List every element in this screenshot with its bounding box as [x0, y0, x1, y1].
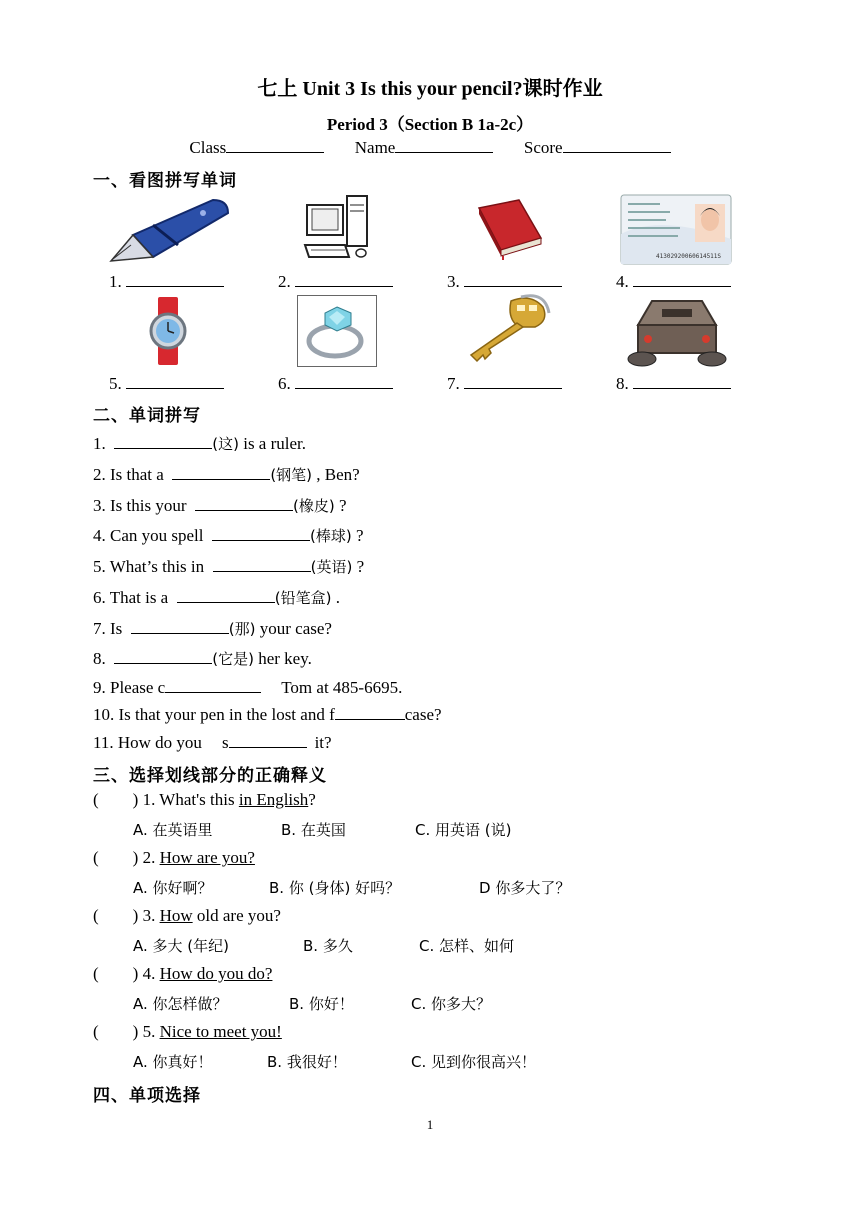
spelling-item-5: 5. What’s this in (英语) ? [93, 557, 365, 576]
spelling-blank[interactable] [165, 678, 261, 693]
picture-label-2: 2. [278, 272, 393, 292]
meaning-question-4: ( ) 4. How do you do? [93, 964, 273, 983]
spelling-blank[interactable] [131, 619, 229, 634]
answer-blank-7[interactable] [464, 374, 562, 389]
spelling-blank[interactable] [213, 557, 311, 572]
spelling-blank[interactable] [195, 496, 293, 511]
picture-label-5: 5. [109, 374, 224, 394]
game-console-image [626, 295, 728, 367]
spelling-item-3: 3. Is this your (橡皮) ? [93, 496, 347, 515]
answer-blank-2[interactable] [295, 272, 393, 287]
id-card-image [620, 194, 732, 265]
picture-label-6: 6. [278, 374, 393, 394]
meaning-options-1: A. 在英语里 B. 在英国 C. 用英语 (说) [133, 821, 512, 839]
page-number: 1 [426, 1117, 434, 1132]
answer-paren[interactable]: ( ) [93, 848, 139, 867]
id-card-number: 41302920060614511S [656, 253, 722, 260]
section-3-heading: 三、选择划线部分的正确释义 [93, 766, 327, 786]
spelling-blank[interactable] [114, 434, 212, 449]
section-4-heading: 四、单项选择 [93, 1086, 201, 1106]
page-subtitle: Period 3（Section B 1a-2c） [326, 115, 534, 134]
spelling-blank[interactable] [212, 526, 310, 541]
picture-label-7: 7. [447, 374, 562, 394]
class-blank[interactable] [226, 138, 324, 153]
answer-blank-3[interactable] [464, 272, 562, 287]
answer-blank-5[interactable] [126, 374, 224, 389]
spelling-item-8: 8. (它是) her key. [93, 649, 312, 668]
computer-image [303, 193, 373, 263]
score-blank[interactable] [563, 138, 671, 153]
spelling-item-11: 11. How do you s it? [93, 733, 332, 752]
spelling-item-9: 9. Please c Tom at 485-6695. [93, 678, 403, 697]
answer-blank-6[interactable] [295, 374, 393, 389]
spelling-item-6: 6. That is a (铅笔盒) . [93, 588, 340, 607]
meaning-question-2: ( ) 2. How are you? [93, 848, 255, 867]
spelling-item-4: 4. Can you spell (棒球) ? [93, 526, 364, 545]
meaning-options-2: A. 你好啊？ B. 你 (身体) 好吗？ D 你多大了？ [133, 879, 571, 897]
picture-label-8: 8. [616, 374, 731, 394]
answer-blank-4[interactable] [633, 272, 731, 287]
meaning-options-3: A. 多大 (年纪) B. 多久 C. 怎样、如何 [133, 937, 515, 955]
section-1-heading: 一、看图拼写单词 [93, 171, 237, 191]
name-label: Name [354, 138, 396, 157]
class-label: Class [189, 138, 227, 157]
spelling-blank[interactable] [229, 733, 307, 748]
fountain-pen-image [103, 195, 233, 265]
spelling-blank[interactable] [172, 465, 270, 480]
section-2-heading: 二、单词拼写 [93, 406, 201, 426]
answer-blank-1[interactable] [126, 272, 224, 287]
spelling-blank[interactable] [177, 588, 275, 603]
spelling-blank[interactable] [114, 649, 212, 664]
answer-blank-8[interactable] [633, 374, 731, 389]
ring-image [297, 295, 377, 367]
answer-paren[interactable]: ( ) [93, 906, 139, 925]
meaning-question-1: ( ) 1. What's this in English? [93, 790, 316, 809]
picture-label-1: 1. [109, 272, 224, 292]
spelling-blank[interactable] [335, 705, 405, 720]
meaning-options-4: A. 你怎样做？ B. 你好！ C. 你多大？ [133, 995, 492, 1013]
name-blank[interactable] [395, 138, 493, 153]
watch-image [143, 295, 193, 367]
page-title: 七上 Unit 3 Is this your pencil?课时作业 [257, 78, 603, 100]
spelling-item-10: 10. Is that your pen in the lost and f case? [93, 705, 442, 724]
answer-paren[interactable]: ( ) [93, 964, 139, 983]
spelling-item-7: 7. Is (那) your case? [93, 619, 332, 638]
meaning-question-3: ( ) 3. How old are you? [93, 906, 281, 925]
answer-paren[interactable]: ( ) [93, 790, 139, 809]
answer-paren[interactable]: ( ) [93, 1022, 139, 1041]
meaning-options-5: A. 你真好！ B. 我很好！ C. 见到你很高兴！ [133, 1053, 537, 1071]
meaning-question-5: ( ) 5. Nice to meet you! [93, 1022, 282, 1041]
student-info-line [0, 138, 860, 158]
book-image [473, 198, 545, 260]
picture-label-4: 4. [616, 272, 731, 292]
score-label: Score [523, 138, 563, 157]
picture-label-3: 3. [447, 272, 562, 292]
spelling-item-1: 1. (这) is a ruler. [93, 434, 307, 453]
spelling-item-2: 2. Is that a (钢笔) , Ben? [93, 465, 360, 484]
key-image [461, 293, 553, 365]
